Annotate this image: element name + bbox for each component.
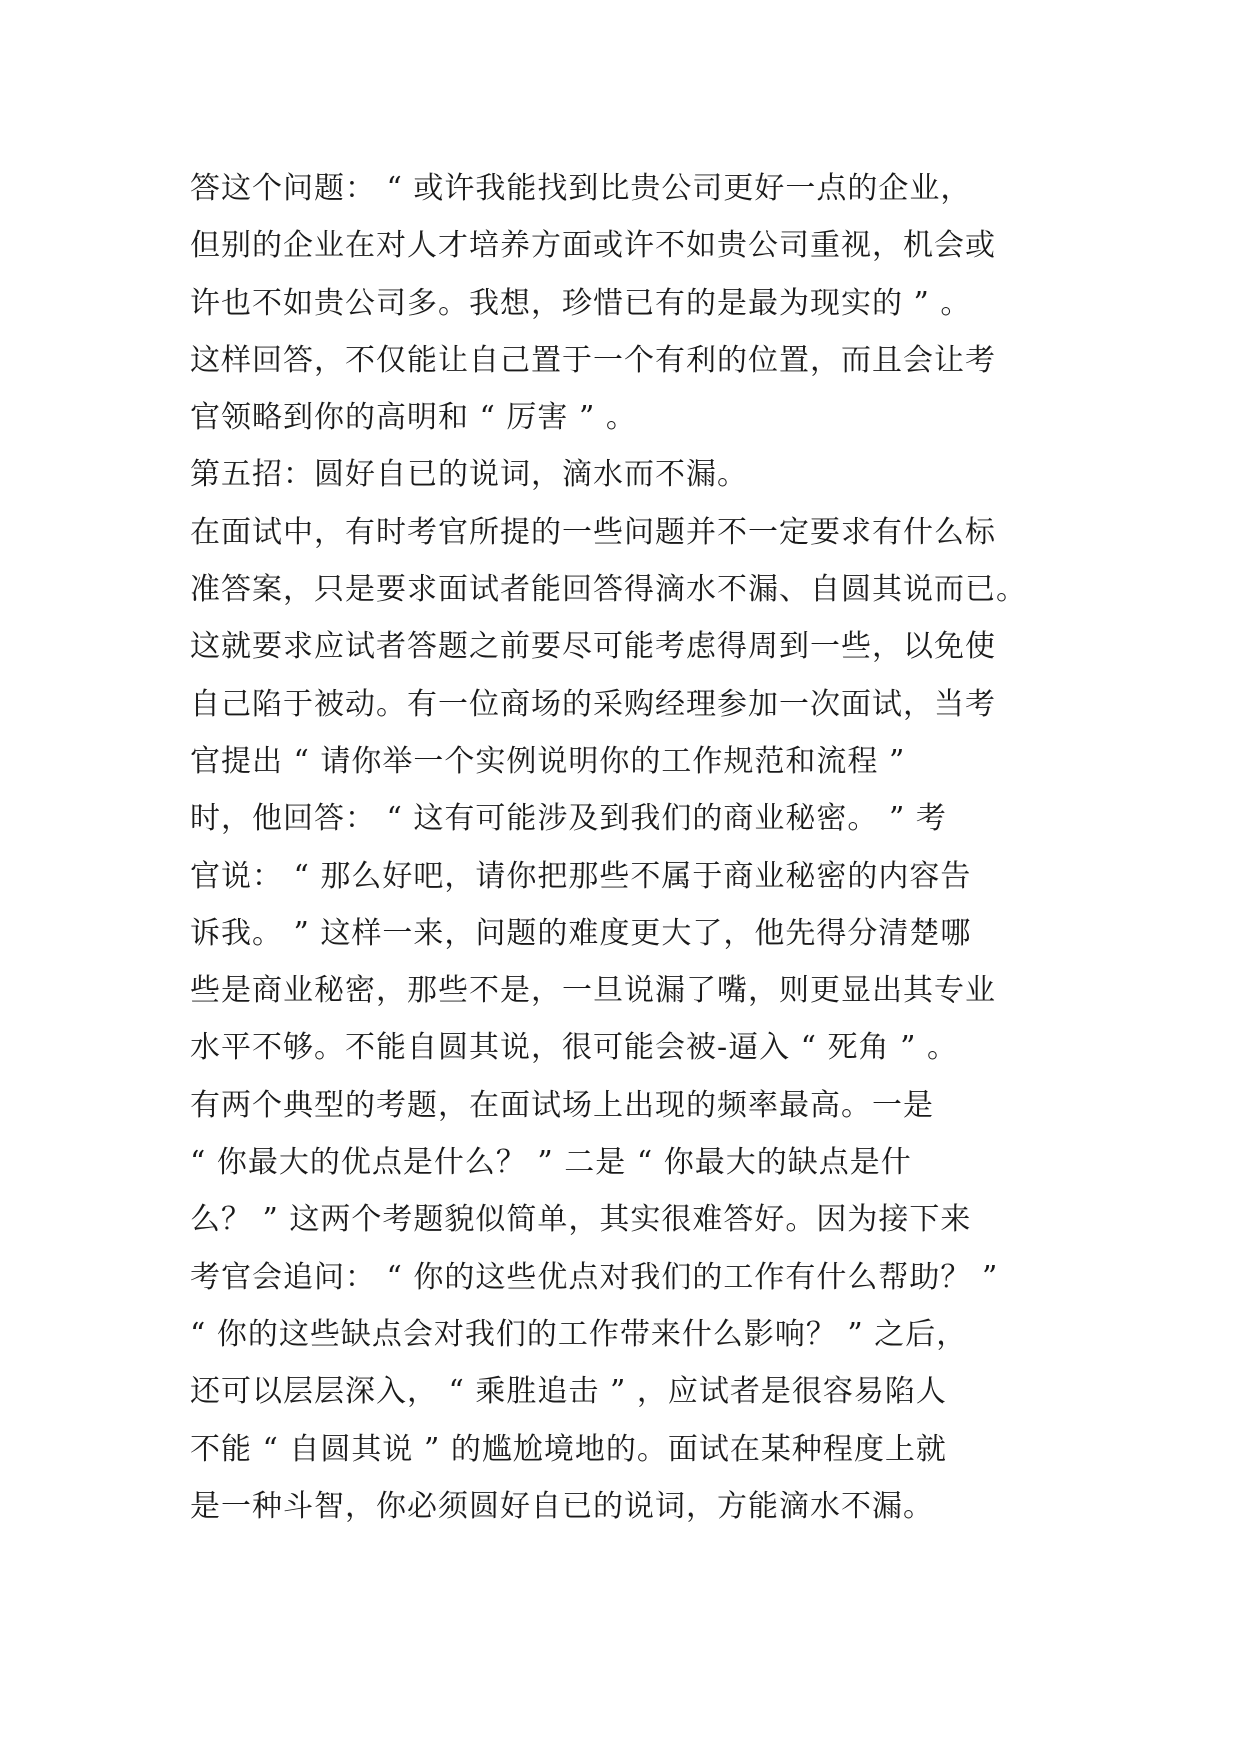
text-line: 些是商业秘密，那些不是，一旦说漏了嘴，则更显出其专业 bbox=[190, 973, 996, 1009]
text-line: 这样回答，不仅能让自己置于一个有利的位置，而且会让考 bbox=[190, 342, 996, 378]
text-line: “ 你的这些缺点会对我们的工作带来什么影响？ ” 之后， bbox=[190, 1316, 968, 1352]
text-line: 这就要求应试者答题之前要尽可能考虑得周到一些，以免使 bbox=[190, 629, 996, 665]
text-line: 在面试中，有时考官所提的一些问题并不一定要求有什么标 bbox=[190, 514, 996, 550]
text-line: 有两个典型的考题，在面试场上出现的频率最高。一是 bbox=[190, 1087, 934, 1123]
text-line: 诉我。 ” 这样一来，问题的难度更大了，他先得分清楚哪 bbox=[190, 915, 972, 951]
text-line: 许也不如贵公司多。我想，珍惜已有的是最为现实的 ” 。 bbox=[190, 285, 972, 321]
section-heading: 第五招：圆好自已的说词，滴水而不漏。 bbox=[190, 457, 748, 493]
text-line: 不能 “ 自圆其说 ” 的尴尬境地的。面试在某种程度上就 bbox=[190, 1431, 947, 1467]
text-line: 考官会追问： “ 你的这些优点对我们的工作有什么帮助？ ” bbox=[190, 1259, 999, 1295]
text-line: “ 你最大的优点是什么？ ” 二是 “ 你最大的缺点是什 bbox=[190, 1145, 912, 1181]
text-line: 时，他回答： “ 这有可能涉及到我们的商业秘密。 ” 考 bbox=[190, 801, 947, 837]
text-line: 还可以层层深入， “ 乘胜追击 ” ，应试者是很容易陷人 bbox=[190, 1374, 947, 1410]
text-line: 么？ ” 这两个考题貌似简单，其实很难答好。因为接下来 bbox=[190, 1202, 972, 1238]
text-line: 是一种斗智，你必须圆好自已的说词，方能滴水不漏。 bbox=[190, 1488, 934, 1524]
body-text bbox=[190, 160, 1070, 1535]
text-line: 自己陷于被动。有一位商场的采购经理参加一次面试，当考 bbox=[190, 686, 996, 722]
text-line: 水平不够。不能自圆其说，很可能会被-逼入 “ 死角 ” 。 bbox=[190, 1030, 958, 1066]
text-line: 答这个问题： “ 或许我能找到比贵公司更好一点的企业， bbox=[190, 171, 972, 206]
text-line: 官说： “ 那么好吧，请你把那些不属于商业秘密的内容告 bbox=[190, 858, 972, 894]
text-line: 官领略到你的高明和 “ 厉害 ” 。 bbox=[190, 400, 637, 436]
text-line: 准答案，只是要求面试者能回答得滴水不漏、自圆其说而已。 bbox=[190, 572, 1027, 608]
text-line: 官提出 “ 请你举一个实例说明你的工作规范和流程 ” bbox=[190, 743, 906, 779]
text-line: 但别的企业在对人才培养方面或许不如贵公司重视，机会或 bbox=[190, 228, 996, 264]
